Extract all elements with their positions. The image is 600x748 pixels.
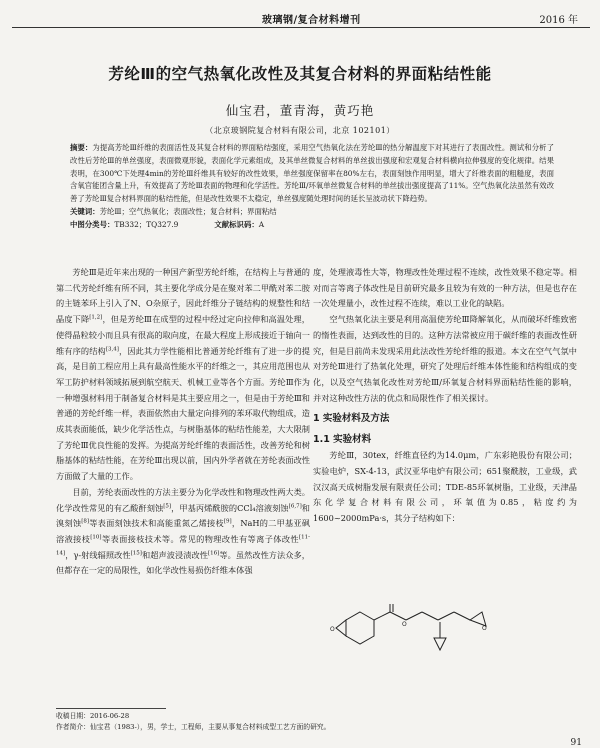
doc-code-text: A xyxy=(258,219,265,229)
keywords xyxy=(70,206,554,219)
oxygen-atom: O xyxy=(402,621,407,628)
affiliation: （北京玻钢院复合材料有限公司，北京 102101） xyxy=(205,126,395,135)
footnote-author: 作者简介：仙宝君（1983-），男，学士，工程师，主要从事复合材料成型工艺方面的研究。 xyxy=(56,723,331,731)
doc-code-label: 文献标识码： xyxy=(214,219,259,229)
classification-line xyxy=(70,219,554,232)
abstract-label: 摘要： xyxy=(70,143,93,152)
oxygen-atom: O xyxy=(482,625,487,632)
page-number: 91 xyxy=(570,738,582,748)
cyclohexane-ring xyxy=(346,612,374,644)
journal-name: 玻璃钢/复合材料增刊 xyxy=(262,15,361,26)
abstract-block xyxy=(70,142,554,232)
section-heading: 1 实验材料及方法 xyxy=(313,413,390,425)
left-column xyxy=(56,265,310,579)
epoxide-ring-lower xyxy=(434,638,446,650)
footnote-received: 收稿日期：2016-06-28 xyxy=(56,712,130,720)
body-paragraph: 空气热氧化法主要是利用高温使芳纶Ⅲ降解氧化，从而破坏纤维致密的惰性表面，达到改性的目的。这种方法常被应用于碳纤维的表面改性研究，但是目前尚未发现采用此法改性芳纶纤维的报道。本文在空气气氛中对芳纶Ⅲ进行了热氧化处理，研究了处理后纤维本体性能和结构组成的变化，以及空气热氧化改性对芳纶Ⅲ/环氧复合材料界面粘结性能的影响，并对这种改性方法的优点和局限性作了相关探讨。 xyxy=(313,314,577,403)
clc-text: TB332；TQ327.9 xyxy=(114,219,179,229)
epoxide-ring-right xyxy=(470,612,486,626)
abstract-text: 为提高芳纶Ⅲ纤维的表面活性及其复合材料的界面粘结强度，采用空气热氧化法在芳纶Ⅲ的热分解温度下对其进行了表面改性。测试和分析了改性后芳纶Ⅲ的单丝强度，表面微观形貌，表面化学元素组成，及其单丝微复合材料的单丝拔出强度和宏观复合材料横向拉伸强度的变化规律。结果表明，在300℃下处理4min的芳纶Ⅲ纤维具有较好的改性效果，单丝强度保留率在80%左右，表面刻蚀作用明显，增大了纤维表面的粗糙度，表面含氧官能团含量上升，有效提高了芳纶Ⅲ表面的物理和化学活性。芳纶Ⅲ/环氧单丝微复合材料的单丝拔出强度提高了11%。空气热氧化法虽然有效改善了芳纶Ⅲ复合材料界面的粘结性能，但是改性效果不太稳定，单丝强度随处理时间的延长呈波动状下降趋势。 xyxy=(70,143,555,204)
body-paragraph: 度，处理液毒性大等，物理改性处理过程不连续，改性效果不稳定等。相对而言等离子体改性是目前研究最多且较为有效的一种方法，但是也存在一次处理量小，改性过程不连续，难以工业化的缺陷。 xyxy=(313,267,577,309)
keywords-label: 关键词： xyxy=(70,206,100,216)
footnote-rule xyxy=(56,708,166,709)
author-list: 仙宝君，董青海，黄巧艳 xyxy=(225,103,375,118)
journal-year: 2016 年 xyxy=(539,15,578,26)
body-paragraph: 芳纶Ⅲ是近年来出现的一种国产新型芳纶纤维，在结构上与普通的第二代芳纶纤维有所不同，其主要化学成分是在聚对苯二甲酰对苯二胺的主链苯环上引入了N、O杂原子，因此纤维分子链结构的规整性和结晶度下降[1,2]，但是芳纶Ⅲ在成型的过程中经过定向拉伸和高温处理，使得晶粒较小而且具有很高的取向度，在最大程度上形成接近于轴向一维有序的结构[3,4]，因此其力学性能相比普通芳纶纤维有了进一步的提高，是目前工程应用上具有最高性能水平的纤维之一，其应用范围也从军工防护材料领域拓展到航空航天、机械工业等各个方面。芳纶Ⅲ作为一种增强材料用于制备复合材料是其主要应用之一，但是由于芳纶Ⅲ和普通的芳纶纤维一样，表面依然由大量定向排列的苯环取代物组成，造成其表面能低，缺少化学活性点，与树脂基体的粘结性能差，大大限制了芳纶Ⅲ优良性能的发挥。为提高芳纶纤维的表面活性，改善芳纶和树脂基体的粘结性能，在芳纶Ⅲ出现以前，国内外学者就在芳纶表面改性方面做了大量的工作。 xyxy=(56,267,310,482)
header-rule xyxy=(12,27,590,28)
clc-label: 中图分类号： xyxy=(70,219,115,229)
abstract xyxy=(70,142,554,206)
oxygen-atom: O xyxy=(330,626,335,633)
epoxide-ring-left xyxy=(336,620,346,636)
body-paragraph: 目前，芳纶表面改性的方法主要分为化学改性和物理改性两大类。化学改性常见的有乙酸酐刻蚀[5]，甲基丙烯酰胺的CCl₄溶液刻蚀[6,7]和溴刻蚀[8]等表面刻蚀技术和高能重氮乙烯接枝[9]，NaH的二甲基亚砜溶液接枝[10]等表面接枝技术等。常见的物理改性有等离子体改性[11-14]，γ-射线辐照改性[15]和超声波浸渍改性[16]等。虽然改性方法众多，但都存在一定的局限性，如化学改性易损伤纤维本体强 xyxy=(56,486,310,576)
keywords-text: 芳纶Ⅲ；空气热氧化；表面改性；复合材料；界面粘结 xyxy=(99,206,277,216)
running-header xyxy=(0,8,600,26)
epoxy-structure-diagram xyxy=(330,604,550,654)
subsection-heading: 1.1 实验材料 xyxy=(313,434,372,446)
right-column xyxy=(313,265,577,527)
article-title: 芳纶Ⅲ的空气热氧化改性及其复合材料的界面粘结性能 xyxy=(108,65,492,83)
body-paragraph: 芳纶Ⅲ，30tex，纤维直径约为14.0μm，广东彩艳股份有限公司；实验电炉，SX-4-13，武汉亚华电炉有限公司；651聚酰胺，工业级，武汉汉高天成树脂发展有限责任公司；TDE-85环氧树脂，工业级，天津晶东化学复合材料有限公司，环氧值为0.85，粘度约为1600~2000mPa·s，其分子结构如下： xyxy=(313,450,577,524)
